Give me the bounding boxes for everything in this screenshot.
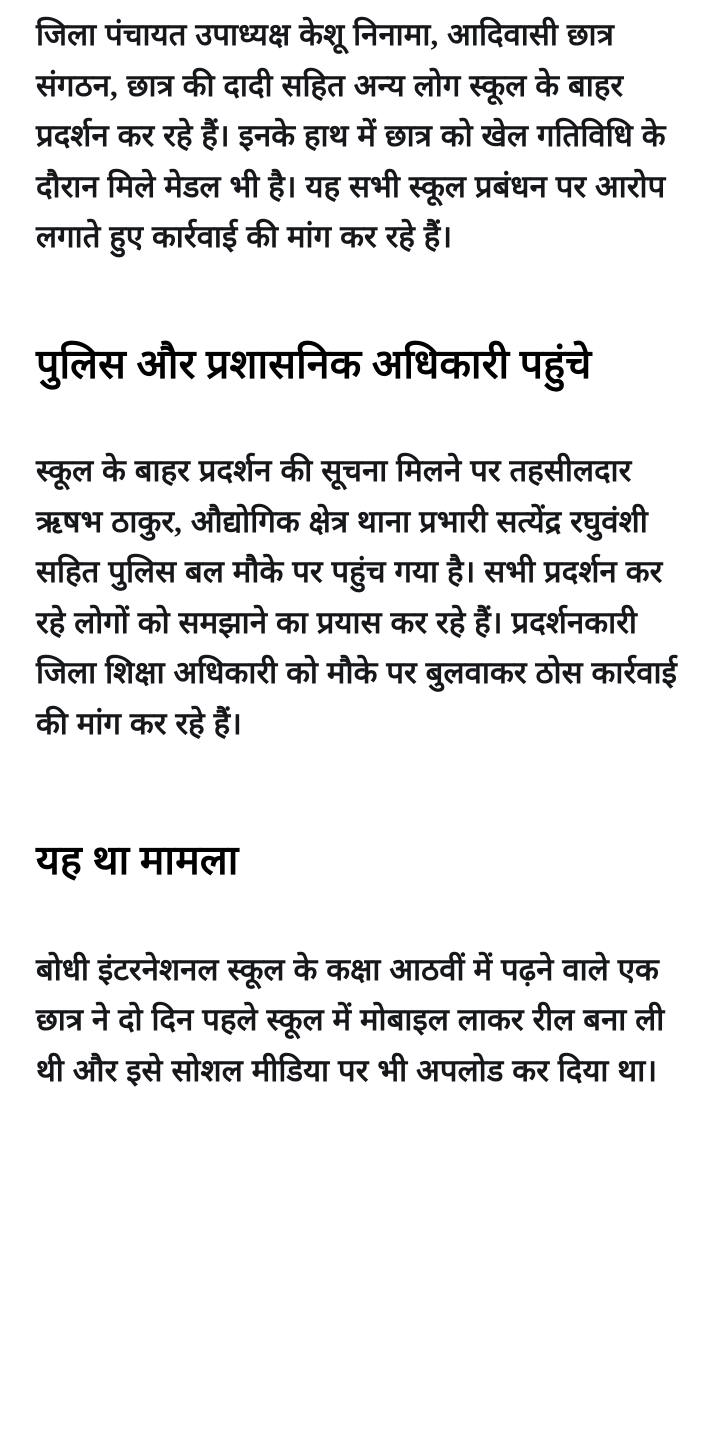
- spacer: [36, 394, 684, 446]
- heading-the-case: यह था मामला: [36, 837, 239, 884]
- paragraph-police-arrival: स्कूल के बाहर प्रदर्शन की सूचना मिलने पर तहसीलदार ऋषभ ठाकुर, औद्योगिक क्षेत्र थाना प्रभारी सत्येंद्र रघुवंशी सहित पुलिस बल मौके पर पहुंच गया है। सभी प्रदर्शन कर रहे लोगों को समझाने का प्रयास कर रहे हैं। प्रदर्शनकारी जिला शिक्षा अधिकारी को मौके पर बुलवाकर ठोस कार्रवाई की मांग कर रहे हैं।: [36, 453, 677, 741]
- paragraph-case-details: बोधी इंटरनेशनल स्कूल के कक्षा आठवीं में पढ़ने वाले एक छात्र ने दो दिन पहले स्कूल में मोबाइल लाकर रील बना ली थी और इसे सोशल मीडिया पर भी अपलोड कर दिया था।: [36, 951, 665, 1088]
- spacer: [36, 891, 684, 945]
- spacer: [36, 263, 684, 335]
- spacer: [36, 749, 684, 831]
- heading-police-admin: पुलिस और प्रशासनिक अधिकारी पहुंचे: [36, 340, 592, 387]
- paragraph-protest: जिला पंचायत उपाध्यक्ष केशू निनामा, आदिवासी छात्र संगठन, छात्र की दादी सहित अन्य लोग स्कूल के बाहर प्रदर्शन कर रहे हैं। इनके हाथ में छात्र को खेल गतिविधि के दौरान मिले मेडल भी है। यह सभी स्कूल प्रबंधन पर आरोप लगाते हुए कार्रवाई की मांग कर रहे हैं।: [36, 17, 666, 255]
